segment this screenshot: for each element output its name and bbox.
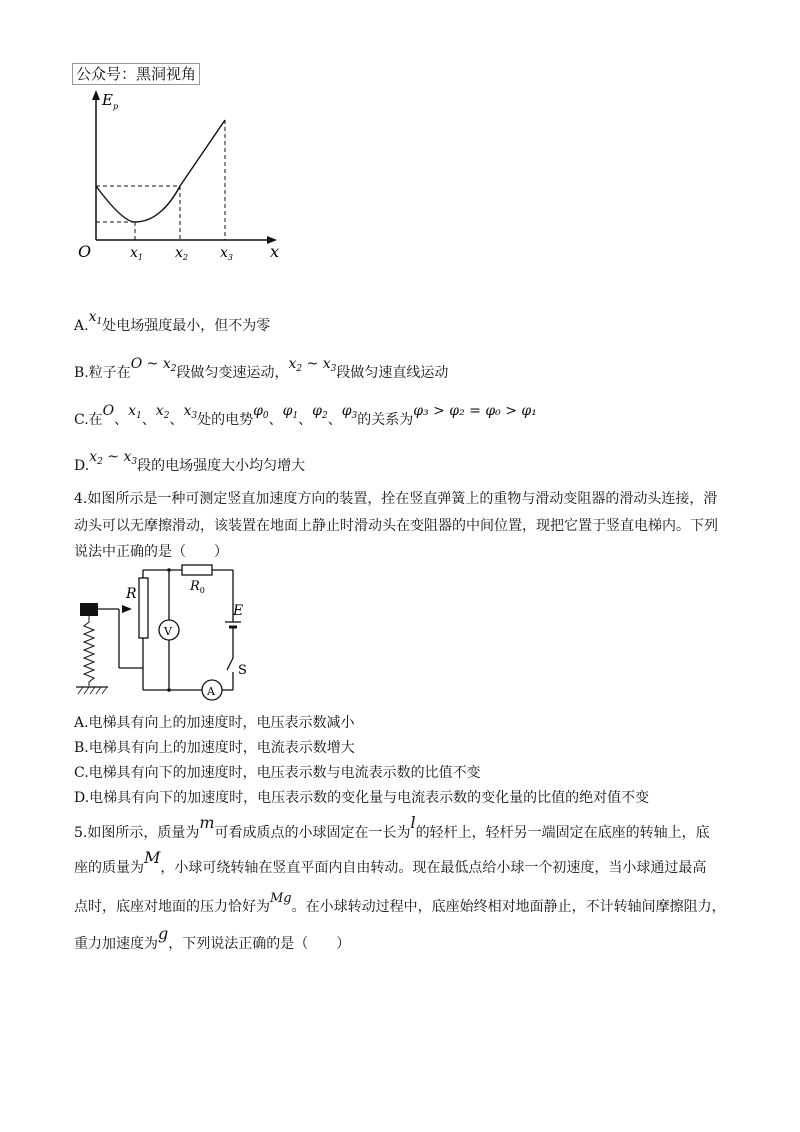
sep: 、 bbox=[141, 412, 156, 428]
sep: 、 bbox=[327, 412, 342, 428]
option-a bbox=[74, 309, 271, 341]
option-b-seg1: O ~ $x_2$ bbox=[130, 356, 177, 374]
q5-var-M: M bbox=[144, 848, 161, 867]
label-a: A bbox=[207, 685, 215, 698]
watermark-label: 公众号：黑洞视角 bbox=[72, 63, 200, 85]
q4-option-c: C.电梯具有向下的加速度时，电压表示数与电流表示数的比值不变 bbox=[74, 765, 481, 781]
tick-x1: $x_1$ bbox=[130, 245, 143, 262]
q4-option-d: D.电梯具有向下的加速度时，电压表示数的变化量与电流表示数的变化量的比值的绝对值不变 bbox=[74, 790, 650, 806]
switch bbox=[227, 658, 233, 670]
sep: 、 bbox=[114, 412, 129, 428]
option-c-relation: φ₃ > φ₂ = φ₀ > φ₁ bbox=[413, 403, 537, 419]
option-c-phi0: $\varphi_0$ bbox=[253, 403, 269, 421]
q5-var-l: l bbox=[410, 813, 416, 832]
slider-arrow bbox=[122, 605, 132, 613]
option-c-x3: $x_3$ bbox=[183, 403, 198, 421]
q4-stem-line2: 动头可以无摩擦滑动，该装置在地面上静止时滑动头在变阻器的中间位置，现把它置于竖直电梯内。下列 bbox=[74, 518, 718, 534]
q5-line3: 点时，底座对地面的压力恰好为Mg。在小球转动过程中，底座始终相对地面静止，不计转轴间摩擦阻力， bbox=[74, 891, 726, 915]
spring bbox=[84, 616, 94, 686]
option-c-x2: $x_2$ bbox=[155, 403, 170, 421]
option-b-seg2: $x_2$ ~ $x_3$ bbox=[288, 356, 337, 374]
option-d-prefix: D. bbox=[74, 458, 90, 474]
option-c-origin: O bbox=[102, 403, 115, 419]
potential-curve bbox=[96, 120, 225, 222]
ground-hatch bbox=[78, 687, 107, 694]
q5-line4: 重力加速度为g，下列说法正确的是（ ） bbox=[74, 924, 351, 952]
q4-option-a: A.电梯具有向上的加速度时，电压表示数减小 bbox=[74, 715, 355, 731]
y-axis-label: $E_p$ bbox=[102, 91, 119, 111]
option-a-text: 处电场强度最小，但不为零 bbox=[102, 318, 271, 334]
option-a-var: $x_1$ bbox=[88, 309, 103, 327]
option-c-x1: $x_1$ bbox=[128, 403, 142, 421]
q5-var-g: g bbox=[158, 924, 169, 943]
option-b-prefix: B.粒子在 bbox=[74, 365, 131, 381]
option-c-prefix: C.在 bbox=[74, 412, 103, 428]
option-c-phi3: $\varphi_3$ bbox=[341, 403, 358, 421]
option-b-end: 段做匀速直线运动 bbox=[336, 365, 449, 381]
circuit-diagram bbox=[72, 560, 262, 705]
option-c-phi2: $\varphi_2$ bbox=[312, 403, 328, 421]
weight-block bbox=[80, 603, 98, 616]
option-b bbox=[74, 356, 449, 388]
q5-line2: 座的质量为M，小球可绕转轴在竖直平面内自由转动。现在最低点给小球一个初速度，当小球通过最高 bbox=[74, 848, 707, 876]
label-r: R bbox=[126, 586, 137, 602]
q4-stem-line1: 4.如图所示是一种可测定竖直加速度方向的装置，拴在竖直弹簧上的重物与滑动变阻器的滑动头连接，滑 bbox=[74, 491, 718, 507]
label-v: V bbox=[164, 625, 172, 638]
option-c bbox=[74, 403, 537, 435]
option-c-mid: 处的电势 bbox=[197, 412, 254, 428]
q4-stem-line3: 说法中正确的是（ ） bbox=[74, 544, 228, 560]
sep: 、 bbox=[268, 412, 283, 428]
option-c-rel: 的关系为 bbox=[357, 412, 414, 428]
origin-label: O bbox=[78, 242, 92, 261]
label-s: S bbox=[238, 663, 247, 678]
option-d bbox=[74, 449, 306, 481]
label-e: E bbox=[233, 603, 244, 619]
x-axis-label: x bbox=[270, 242, 280, 261]
tick-x3: $x_3$ bbox=[220, 245, 233, 262]
tick-x2: $x_2$ bbox=[175, 245, 188, 262]
q4-option-b: B.电梯具有向上的加速度时，电流表示数增大 bbox=[74, 740, 355, 756]
q5-var-m: m bbox=[199, 813, 215, 832]
option-d-text: 段的电场强度大小均匀增大 bbox=[137, 458, 306, 474]
sep: 、 bbox=[169, 412, 184, 428]
sep: 、 bbox=[298, 412, 313, 428]
option-c-phi1: $\varphi_1$ bbox=[282, 403, 299, 421]
potential-energy-graph bbox=[70, 85, 290, 270]
q5-line1: 5.如图所示，质量为m可看成质点的小球固定在一长为l的轻杆上，轻杆另一端固定在底座的转轴上，底 bbox=[74, 813, 710, 841]
option-a-prefix: A. bbox=[74, 318, 89, 334]
y-axis-arrow bbox=[92, 90, 100, 100]
resistor-r0 bbox=[182, 565, 212, 575]
option-d-seg: $x_2$ ~ $x_3$ bbox=[89, 449, 138, 467]
label-r0: $R_0$ bbox=[190, 579, 205, 595]
rheostat-r bbox=[139, 578, 148, 638]
option-b-mid: 段做匀变速运动， bbox=[176, 365, 289, 381]
q5-var-Mg: Mg bbox=[270, 891, 292, 906]
